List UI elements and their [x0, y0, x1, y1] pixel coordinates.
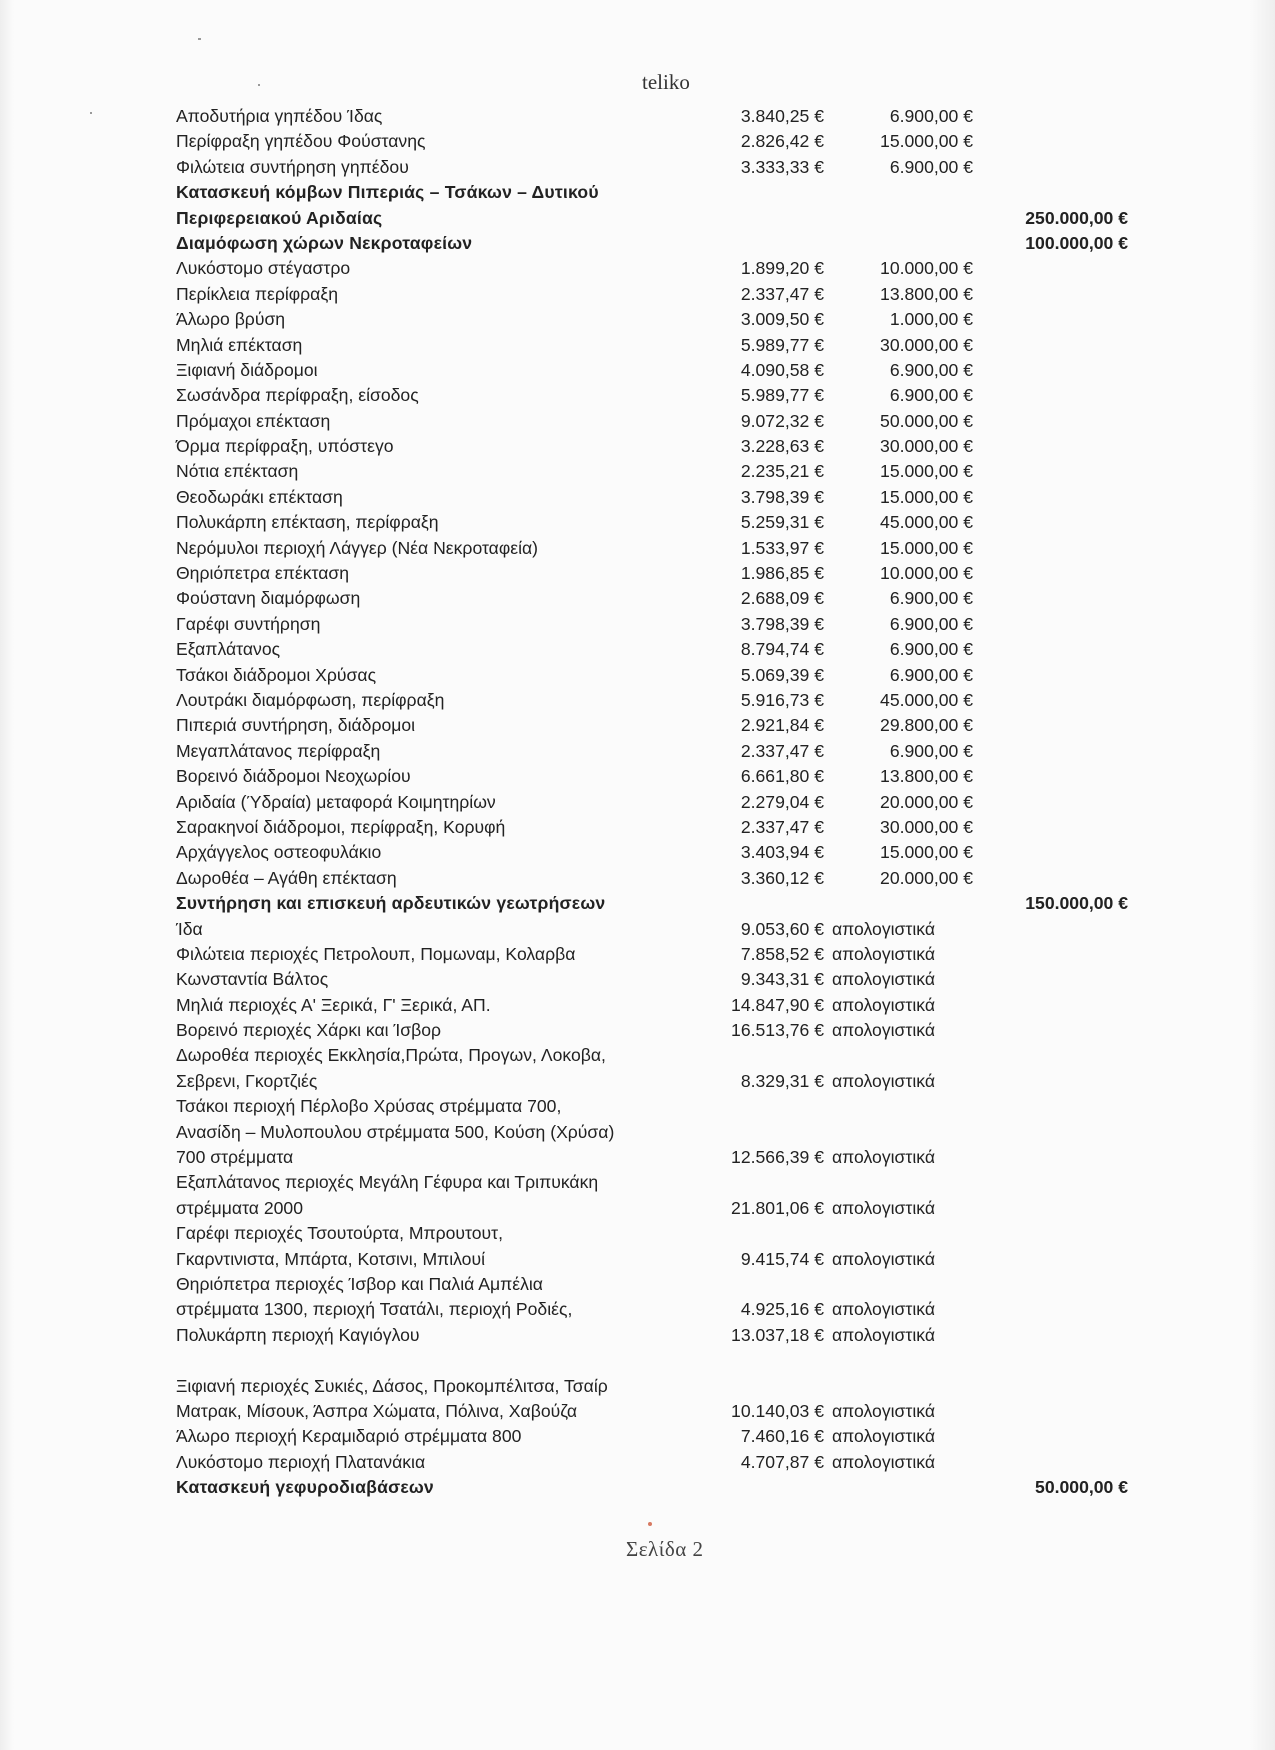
- row-description: Περίκλεια περίφραξη: [176, 283, 339, 304]
- table-row: [0, 282, 1275, 307]
- row-amount-budgeted: 30.000,00 €: [880, 816, 973, 837]
- row-amount-spent: 5.259,31 €: [740, 512, 824, 533]
- table-row: [0, 256, 1275, 281]
- row-description: Τσάκοι περιοχή Πέρλοβο Χρύσας στρέμματα 700, Ανασίδη – Μυλοπουλου στρέμματα 500, Κούση (Χρύσα) 700 στρέμματα: [176, 1096, 615, 1168]
- row-description: Ίδα: [176, 918, 203, 939]
- row-amount-spent: 3.228,63 €: [740, 436, 824, 457]
- row-description: Γαρέφι συντήρηση: [176, 613, 321, 634]
- row-description: Λυκόστομο στέγαστρο: [176, 258, 351, 279]
- row-amount-spent: 4.925,16 €: [740, 1299, 824, 1320]
- row-amount-spent: 3.840,25 €: [740, 105, 824, 126]
- table-row: [0, 1043, 1275, 1094]
- row-description: Δωροθέα – Αγάθη επέκταση: [176, 867, 397, 888]
- table-row: [0, 790, 1275, 815]
- row-description: Αριδαία (Ύδραία) μεταφορά Κοιμητηρίων: [176, 791, 496, 812]
- table-row: [0, 307, 1275, 332]
- row-amount-spent: 5.916,73 €: [740, 689, 824, 710]
- table-row: [0, 434, 1275, 459]
- row-note: απολογιστικά: [832, 1070, 936, 1091]
- row-amount-spent: 1.899,20 €: [740, 258, 824, 279]
- section-heading-row: [0, 180, 1275, 231]
- row-amount-budgeted: 6.900,00 €: [889, 588, 973, 609]
- row-description: Αποδυτήρια γηπέδου Ίδας: [176, 106, 383, 126]
- table-row: [0, 333, 1275, 358]
- row-amount-spent: 3.009,50 €: [740, 309, 824, 330]
- row-note: απολογιστικά: [832, 1248, 936, 1269]
- table-row: [0, 1374, 1275, 1425]
- row-amount-budgeted: 13.800,00 €: [880, 283, 973, 304]
- row-amount-spent: 3.798,39 €: [740, 486, 824, 507]
- row-amount-spent: 5.989,77 €: [740, 334, 824, 355]
- row-amount-spent: 2.337,47 €: [740, 283, 824, 304]
- blank-row: [0, 1348, 1275, 1373]
- row-description: Βορεινό περιοχές Χάρκι και Ίσβορ: [176, 1020, 441, 1041]
- row-description: Αρχάγγελος οστεοφυλάκιο: [176, 842, 382, 863]
- row-amount-budgeted: 6.900,00 €: [889, 664, 973, 685]
- table-row: [0, 713, 1275, 738]
- row-description: Όρμα περίφραξη, υπόστεγο: [176, 436, 394, 457]
- row-note: απολογιστικά: [832, 1324, 936, 1345]
- row-description: Άλωρο περιοχή Κεραμιδαριό στρέμματα 800: [176, 1426, 522, 1447]
- row-amount-budgeted: 6.900,00 €: [889, 613, 973, 634]
- table-row: [0, 840, 1275, 865]
- row-amount-spent: 1.986,85 €: [740, 563, 824, 584]
- row-amount-spent: 4.090,58 €: [740, 359, 824, 380]
- table-row: [0, 866, 1275, 891]
- row-amount-budgeted: 30.000,00 €: [880, 334, 973, 355]
- row-amount-budgeted: 6.900,00 €: [889, 359, 973, 380]
- row-description: Τσάκοι διάδρομοι Χρύσας: [176, 664, 377, 685]
- table-row: [0, 1424, 1275, 1449]
- row-amount-budgeted: 15.000,00 €: [880, 842, 973, 863]
- row-amount-budgeted: 6.900,00 €: [889, 156, 973, 177]
- row-description: Εξαπλάτανος: [176, 639, 281, 660]
- table-row: [0, 1323, 1275, 1348]
- table-row: [0, 1221, 1275, 1272]
- row-description: Διαμόφωση χώρων Νεκροταφείων: [176, 232, 473, 253]
- row-amount-spent: 5.069,39 €: [740, 664, 824, 685]
- row-amount-budgeted: 10.000,00 €: [880, 563, 973, 584]
- row-description: Πολυκάρπη περιοχή Καγιόγλου: [176, 1324, 420, 1345]
- row-amount-budgeted: 15.000,00 €: [880, 461, 973, 482]
- row-amount-spent: 2.826,42 €: [740, 131, 824, 152]
- row-amount-budgeted: 30.000,00 €: [880, 436, 973, 457]
- row-description: Συντήρηση και επισκευή αρδευτικών γεωτρήσεων: [176, 893, 606, 914]
- section-heading-row: [0, 231, 1275, 256]
- row-amount-budgeted: 29.800,00 €: [880, 715, 973, 736]
- row-amount-spent: 10.140,03 €: [731, 1401, 824, 1422]
- row-amount-budgeted: 45.000,00 €: [880, 512, 973, 533]
- budget-table: [0, 104, 1275, 1501]
- row-amount-spent: 3.798,39 €: [740, 613, 824, 634]
- row-amount-spent: 4.707,87 €: [740, 1451, 824, 1472]
- table-row: [0, 510, 1275, 535]
- table-row: [0, 586, 1275, 611]
- table-row: [0, 129, 1275, 154]
- row-description: Ξιφιανή περιοχές Συκιές, Δάσος, Προκομπέλιτσα, Τσαίρ Ματρακ, Μίσουκ, Άσπρα Χώματα, Πόλινα, Χαβούζα: [176, 1375, 608, 1422]
- row-amount-budgeted: 45.000,00 €: [880, 689, 973, 710]
- row-section-total: 150.000,00 €: [1025, 893, 1128, 914]
- row-description: Νερόμυλοι περιοχή Λάγγερ (Νέα Νεκροταφεία): [176, 537, 539, 558]
- row-amount-budgeted: 6.900,00 €: [889, 740, 973, 761]
- row-amount-budgeted: 10.000,00 €: [880, 258, 973, 279]
- row-amount-budgeted: 6.900,00 €: [889, 639, 973, 660]
- table-row: [0, 104, 1275, 129]
- table-row: [0, 612, 1275, 637]
- scan-speck: [258, 84, 260, 86]
- row-amount-spent: 5.989,77 €: [740, 385, 824, 406]
- row-description: Περίφραξη γηπέδου Φούστανης: [176, 131, 426, 152]
- row-amount-budgeted: 20.000,00 €: [880, 791, 973, 812]
- row-amount-spent: 8.329,31 €: [740, 1070, 824, 1091]
- row-description: Άλωρο βρύση: [176, 309, 286, 330]
- row-amount-budgeted: 15.000,00 €: [880, 486, 973, 507]
- row-note: απολογιστικά: [832, 1197, 936, 1218]
- row-description: Θηριόπετρα επέκταση: [176, 563, 350, 584]
- table-row: [0, 764, 1275, 789]
- row-amount-spent: 16.513,76 €: [731, 1020, 824, 1041]
- document-header: teliko: [642, 70, 690, 94]
- table-row: [0, 993, 1275, 1018]
- row-note: απολογιστικά: [832, 918, 936, 939]
- row-amount-budgeted: 1.000,00 €: [889, 309, 973, 330]
- row-description: Θηριόπετρα περιοχές Ίσβορ και Παλιά Αμπέλια στρέμματα 1300, περιοχή Τσατάλι, περιοχή Ροδιές,: [176, 1274, 573, 1320]
- row-description: Θεοδωράκι επέκταση: [176, 486, 343, 507]
- table-row: [0, 536, 1275, 561]
- row-amount-spent: 2.921,84 €: [740, 715, 824, 736]
- scan-speck: [198, 38, 201, 40]
- row-amount-budgeted: 20.000,00 €: [880, 867, 973, 888]
- page-number: Σελίδα 2: [626, 1537, 704, 1561]
- row-description: Μηλιά περιοχές Α' Ξερικά, Γ' Ξερικά, ΑΠ.: [176, 994, 491, 1015]
- row-amount-spent: 13.037,18 €: [731, 1324, 824, 1345]
- row-amount-spent: 9.072,32 €: [740, 410, 824, 431]
- row-section-total: 250.000,00 €: [1025, 207, 1128, 228]
- row-note: απολογιστικά: [832, 969, 936, 990]
- row-amount-spent: 8.794,74 €: [740, 639, 824, 660]
- table-row: [0, 1272, 1275, 1323]
- row-description: Πιπεριά συντήρηση, διάδρομοι: [176, 715, 416, 736]
- table-row: [0, 967, 1275, 992]
- row-amount-spent: 9.343,31 €: [740, 969, 824, 990]
- table-row: [0, 383, 1275, 408]
- row-amount-spent: 3.333,33 €: [740, 156, 824, 177]
- row-amount-budgeted: 13.800,00 €: [880, 766, 973, 787]
- row-amount-spent: 7.858,52 €: [740, 943, 824, 964]
- row-description: Λουτράκι διαμόρφωση, περίφραξη: [176, 690, 445, 710]
- row-note: απολογιστικά: [832, 1401, 936, 1422]
- row-amount-budgeted: 6.900,00 €: [889, 385, 973, 406]
- table-row: [0, 688, 1275, 713]
- row-description: Πρόμαχοι επέκταση: [176, 410, 331, 431]
- row-description: Σωσάνδρα περίφραξη, είσοδος: [176, 385, 419, 406]
- row-description: Μηλιά επέκταση: [176, 334, 303, 355]
- table-row: [0, 663, 1275, 688]
- row-amount-spent: 3.403,94 €: [740, 842, 824, 863]
- row-amount-spent: 2.235,21 €: [740, 461, 824, 482]
- row-amount-spent: 2.337,47 €: [740, 740, 824, 761]
- row-description: Σαρακηνοί διάδρομοι, περίφραξη, Κορυφή: [176, 816, 506, 837]
- row-note: απολογιστικά: [832, 943, 936, 964]
- row-amount-budgeted: 50.000,00 €: [880, 410, 973, 431]
- table-row: [0, 561, 1275, 586]
- table-row: [0, 155, 1275, 180]
- row-amount-spent: 21.801,06 €: [731, 1197, 824, 1218]
- section-heading-row: [0, 1475, 1275, 1500]
- table-row: [0, 1450, 1275, 1475]
- row-amount-spent: 6.661,80 €: [740, 766, 824, 787]
- row-amount-budgeted: 15.000,00 €: [880, 537, 973, 558]
- row-description: Γαρέφι περιοχές Τσουτούρτα, Μπρουτουτ, Γκαρντινιστα, Μπάρτα, Κοτσινι, Μπιλουί: [176, 1223, 504, 1269]
- row-amount-spent: 2.688,09 €: [740, 588, 824, 609]
- table-row: [0, 942, 1275, 967]
- table-row: [0, 739, 1275, 764]
- row-amount-spent: 14.847,90 €: [731, 994, 824, 1015]
- table-row: [0, 917, 1275, 942]
- table-row: [0, 358, 1275, 383]
- row-note: απολογιστικά: [832, 994, 936, 1015]
- row-note: απολογιστικά: [832, 1147, 936, 1168]
- row-amount-budgeted: 6.900,00 €: [889, 105, 973, 126]
- table-row: [0, 459, 1275, 484]
- row-description: Μεγαπλάτανος περίφραξη: [176, 740, 381, 761]
- row-section-total: 100.000,00 €: [1025, 232, 1128, 253]
- row-amount-spent: 9.415,74 €: [740, 1248, 824, 1269]
- scan-mark: [648, 1522, 652, 1526]
- table-row: [0, 1018, 1275, 1043]
- row-description: Φούστανη διαμόρφωση: [176, 588, 361, 609]
- table-row: [0, 485, 1275, 510]
- row-description: Λυκόστομο περιοχή Πλατανάκια: [176, 1451, 426, 1472]
- row-description: Κατασκευή γεφυροδιαβάσεων: [176, 1477, 434, 1498]
- row-description: Φιλώτεια περιοχές Πετρολουπ, Πομωναμ, Κολαρβα: [176, 943, 576, 964]
- row-amount-spent: 2.279,04 €: [740, 791, 824, 812]
- table-row: [0, 409, 1275, 434]
- row-description: Νότια επέκταση: [176, 461, 299, 482]
- row-description: Πολυκάρπη επέκταση, περίφραξη: [176, 512, 439, 533]
- row-description: Βορεινό διάδρομοι Νεοχωρίου: [176, 766, 411, 787]
- row-note: απολογιστικά: [832, 1426, 936, 1447]
- row-amount-spent: 2.337,47 €: [740, 816, 824, 837]
- section-heading-row: [0, 891, 1275, 916]
- row-amount-spent: 12.566,39 €: [731, 1147, 824, 1168]
- row-note: απολογιστικά: [832, 1020, 936, 1041]
- row-description: Κατασκευή κόμβων Πιπεριάς – Τσάκων – Δυτικού Περιφερειακού Αριδαίας: [176, 182, 599, 228]
- row-amount-budgeted: 15.000,00 €: [880, 131, 973, 152]
- row-description: Κωνσταντία Βάλτος: [176, 969, 329, 990]
- row-description: Φιλώτεια συντήρηση γηπέδου: [176, 156, 409, 177]
- table-row: [0, 637, 1275, 662]
- table-row: [0, 1094, 1275, 1170]
- row-section-total: 50.000,00 €: [1035, 1477, 1128, 1498]
- row-amount-spent: 7.460,16 €: [740, 1426, 824, 1447]
- row-amount-spent: 3.360,12 €: [740, 867, 824, 888]
- row-note: απολογιστικά: [832, 1299, 936, 1320]
- row-amount-spent: 1.533,97 €: [740, 537, 824, 558]
- table-row: [0, 1170, 1275, 1221]
- table-row: [0, 815, 1275, 840]
- row-description: Ξιφιανή διάδρομοι: [176, 359, 318, 380]
- row-amount-spent: 9.053,60 €: [740, 918, 824, 939]
- row-description: Εξαπλάτανος περιοχές Μεγάλη Γέφυρα και Τριπυκάκη στρέμματα 2000: [176, 1172, 599, 1218]
- row-note: απολογιστικά: [832, 1451, 936, 1472]
- row-description: Δωροθέα περιοχές Εκκλησία,Πρώτα, Προγων, Λοκοβα, Σεβρενι, Γκορτζιές: [176, 1045, 606, 1091]
